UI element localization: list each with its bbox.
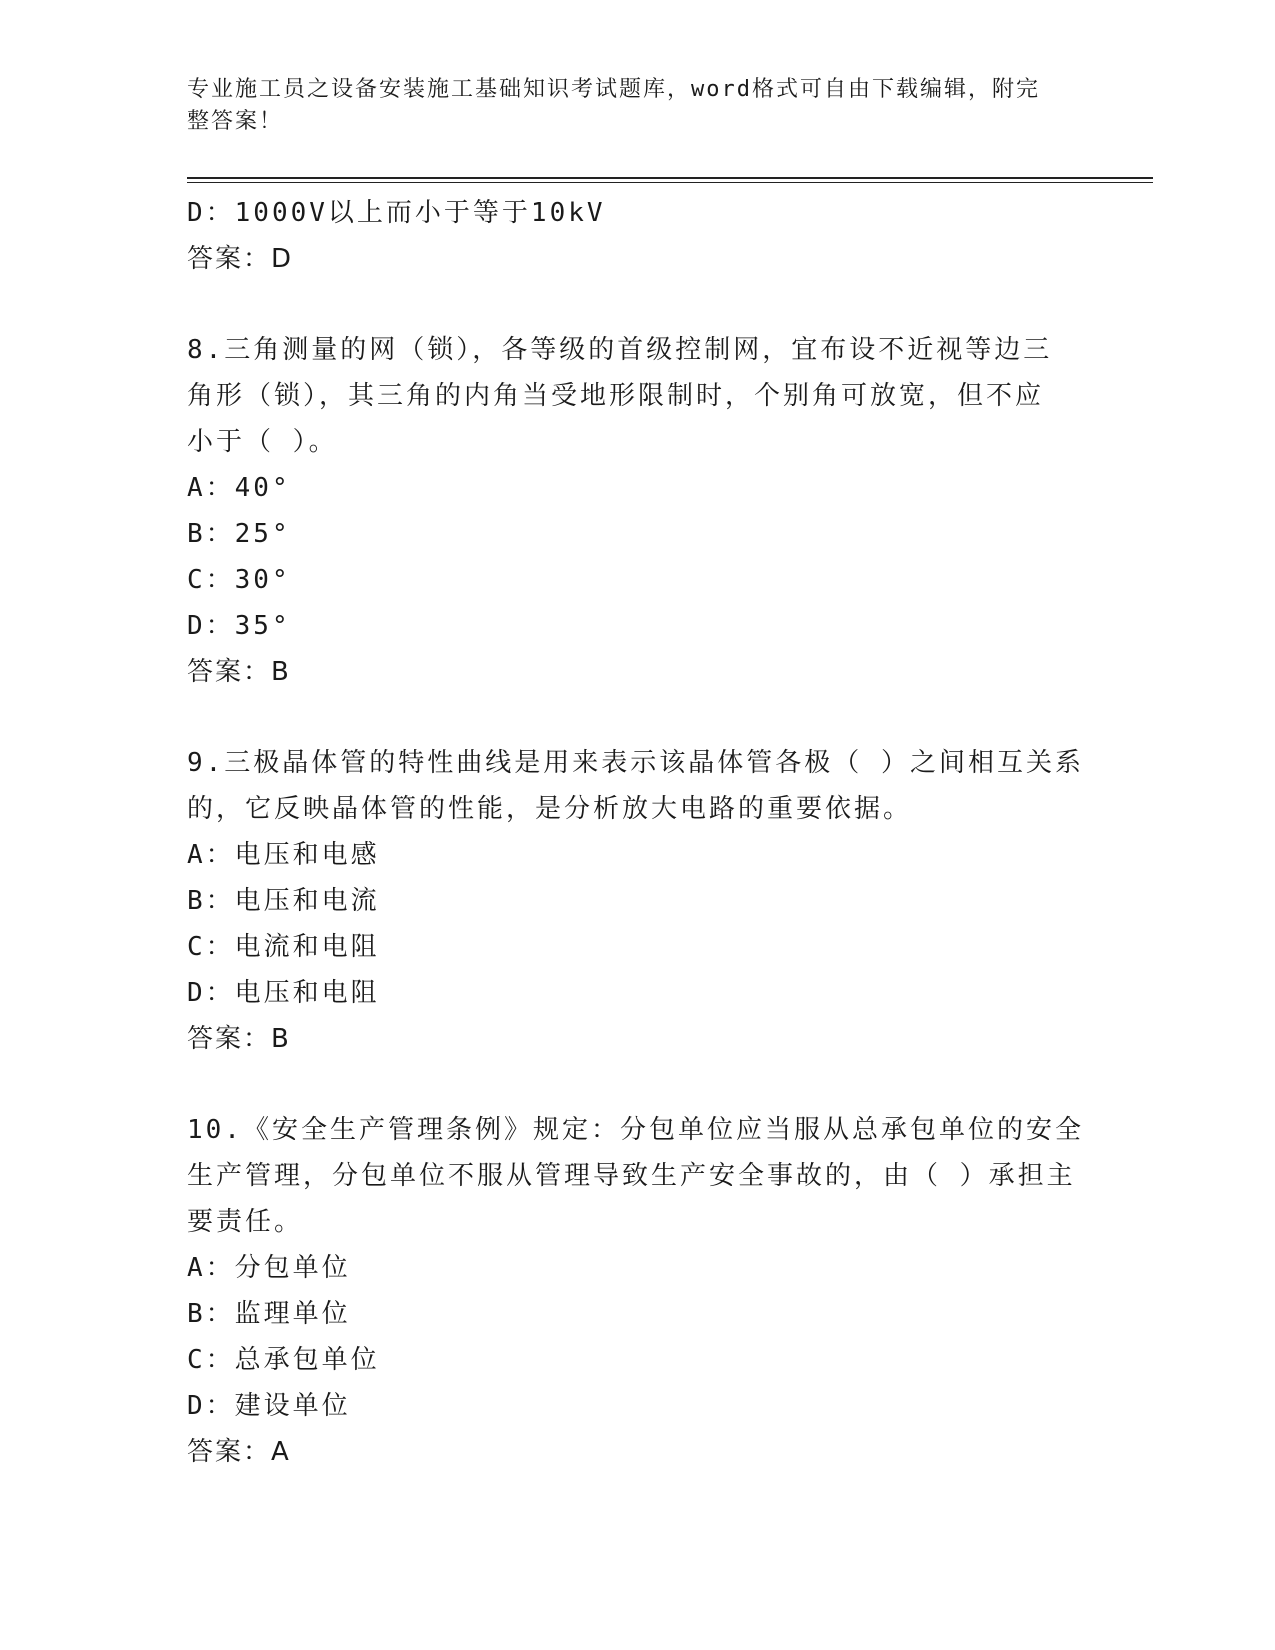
spacer: [187, 282, 1087, 327]
question-line: 的，它反映晶体管的性能，是分析放大电路的重要依据。: [187, 794, 913, 824]
answer-label: 答案：B: [187, 657, 291, 687]
option-c: C：电流和电阻: [187, 932, 380, 962]
question-line: 小于（ ）。: [187, 427, 338, 457]
option-d: D：电压和电阻: [187, 978, 380, 1008]
option-b: B：监理单位: [187, 1299, 351, 1329]
question-line: 角形（锁），其三角的内角当受地形限制时，个别角可放宽，但不应: [187, 381, 1045, 411]
option-d: D：35°: [187, 611, 291, 641]
document-header: [187, 74, 1067, 138]
option-b: B：25°: [187, 519, 291, 549]
header-line-2: 整答案！: [187, 109, 284, 134]
answer-label: 答案：D: [187, 244, 294, 274]
option-a: A：40°: [187, 473, 291, 503]
question-line: 9.三极晶体管的特性曲线是用来表示该晶体管各极（ ）之间相互关系: [187, 748, 1084, 778]
question-text: [187, 740, 1087, 832]
header-divider: [187, 177, 1153, 179]
option-a: A：分包单位: [187, 1253, 351, 1283]
question-list: [187, 190, 1087, 1475]
previous-question-tail: [187, 190, 1087, 282]
option-b: B：电压和电流: [187, 886, 380, 916]
option-d: D：1000V以上而小于等于10kV: [187, 198, 606, 228]
spacer: [187, 695, 1087, 740]
header-divider-thin: [187, 182, 1153, 183]
question-line: 要责任。: [187, 1207, 304, 1237]
option-c: C：30°: [187, 565, 291, 595]
option-a: A：电压和电感: [187, 840, 380, 870]
question-line: 8.三角测量的网（锁），各等级的首级控制网，宜布设不近视等边三: [187, 335, 1053, 365]
answer-label: 答案：A: [187, 1437, 291, 1467]
question-8: [187, 327, 1087, 695]
question-text: [187, 327, 1087, 465]
answer-label: 答案：B: [187, 1024, 291, 1054]
header-line-1: 专业施工员之设备安装施工基础知识考试题库，word格式可自由下载编辑，附完: [187, 77, 1040, 102]
question-9: [187, 740, 1087, 1062]
option-d: D：建设单位: [187, 1391, 351, 1421]
question-10: [187, 1107, 1087, 1475]
question-text: [187, 1107, 1087, 1245]
option-c: C：总承包单位: [187, 1345, 380, 1375]
spacer: [187, 1062, 1087, 1107]
question-line: 生产管理，分包单位不服从管理导致生产安全事故的，由（ ）承担主: [187, 1161, 1076, 1191]
question-line: 10.《安全生产管理条例》规定：分包单位应当服从总承包单位的安全: [187, 1115, 1084, 1145]
